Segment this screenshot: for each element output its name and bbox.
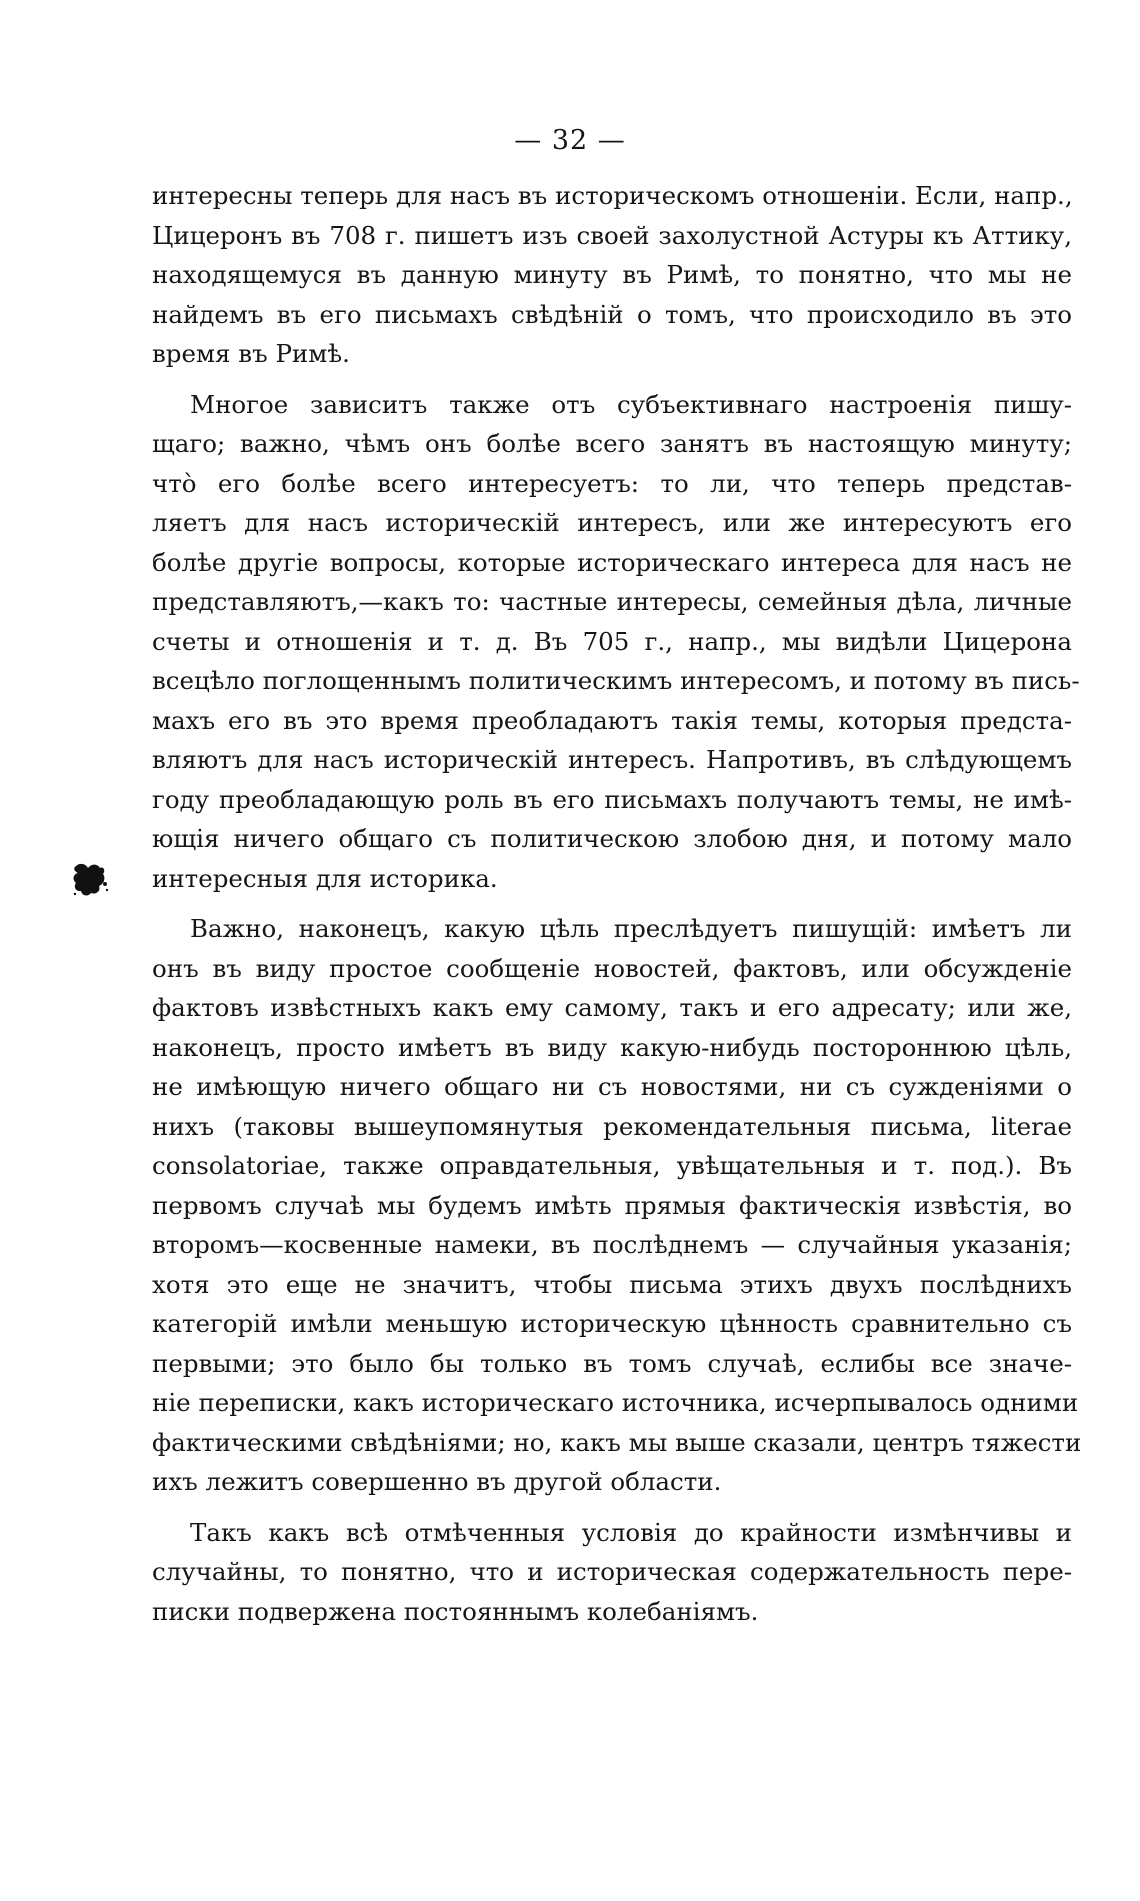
text-line: счеты и отношенія и т. д. Въ 705 г., напр., мы видѣли Цицерона <box>152 626 1072 656</box>
paragraph <box>152 176 1072 374</box>
text-line: году преобладающую роль въ его письмахъ получаютъ темы, не имѣ- <box>152 784 1072 814</box>
text-line: что̀ его болѣе всего интересуетъ: то ли, что теперь представ- <box>152 468 1072 498</box>
text-line: представляютъ,—какъ то: частные интересы, семейныя дѣла, личные <box>152 587 1072 616</box>
text-line: фактическими свѣдѣніями; но, какъ мы выше сказали, центръ тяжести <box>152 1427 1082 1457</box>
text-line: первыми; это было бы только въ томъ случаѣ, еслибы все значе- <box>152 1348 1072 1378</box>
ink-blot-mark <box>70 860 110 900</box>
paragraph <box>152 1513 1072 1632</box>
text-line: ляетъ для насъ историческій интересъ, или же интересуютъ его <box>152 508 1072 537</box>
text-line: вляютъ для насъ историческій интересъ. Напротивъ, въ слѣдующемъ <box>152 745 1072 774</box>
text-line: наконецъ, просто имѣетъ въ виду какую-нибудь постороннюю цѣль, <box>152 1032 1072 1062</box>
text-line: махъ его въ это время преобладаютъ такія темы, которыя предста- <box>152 705 1072 735</box>
text-line: не имѣющую ничего общаго ни съ новостями, ни съ сужденіями о <box>152 1072 1072 1101</box>
text-line: Многое зависитъ также отъ субъективнаго настроенія пишу- <box>190 389 1072 419</box>
text-line: хотя это еще не значитъ, чтобы письма этихъ двухъ послѣднихъ <box>152 1269 1072 1299</box>
text-line: Такъ какъ всѣ отмѣченныя условія до крайности измѣнчивы и <box>190 1517 1072 1547</box>
text-line: Важно, наконецъ, какую цѣль преслѣдуетъ пишущій: имѣетъ ли <box>190 914 1072 943</box>
text-line: время въ Римѣ. <box>152 339 350 368</box>
text-line: нихъ (таковы вышеупомянутыя рекомендательныя письма, literae <box>152 1111 1072 1141</box>
paragraph <box>152 385 1080 899</box>
page-number: — 32 — <box>514 125 626 156</box>
text-line: онъ въ виду простое сообщеніе новостей, фактовъ, или обсужденіе <box>152 953 1072 983</box>
text-line: интересныя для историка. <box>152 863 498 893</box>
text-line: всецѣло поглощеннымъ политическимъ интересомъ, и потому въ пись- <box>152 666 1080 695</box>
text-line: ніе переписки, какъ историческаго источника, исчерпывалось одними <box>152 1388 1079 1417</box>
paragraph <box>152 909 1082 1502</box>
text-line: болѣе другіе вопросы, которые историческаго интереса для насъ не <box>152 547 1072 577</box>
text-line: второмъ—косвенные намеки, въ послѣднемъ — случайныя указанія; <box>152 1230 1072 1259</box>
text-line: интересны теперь для насъ въ историческомъ отношеніи. Если, напр., <box>152 181 1073 210</box>
text-line: Цицеронъ въ 708 г. пишетъ изъ своей захолустной Астуры къ Аттику, <box>152 220 1072 250</box>
text-line: случайны, то понятно, что и историческая содержательность пере- <box>152 1557 1072 1586</box>
text-line: consolatoriae, также оправдательныя, увѣщательныя и т. под.). Въ <box>152 1151 1072 1180</box>
text-line: найдемъ въ его письмахъ свѣдѣній о томъ, что происходило въ это <box>152 299 1072 329</box>
text-line: щаго; важно, чѣмъ онъ болѣе всего занятъ въ настоящую минуту; <box>152 429 1072 458</box>
text-line: ихъ лежитъ совершенно въ другой области. <box>152 1467 722 1496</box>
text-line: первомъ случаѣ мы будемъ имѣть прямыя фактическія извѣстія, во <box>152 1190 1072 1220</box>
text-line: находящемуся въ данную минуту въ Римѣ, то понятно, что мы не <box>152 260 1072 289</box>
text-line: фактовъ извѣстныхъ какъ ему самому, такъ и его адресату; или же, <box>152 993 1072 1022</box>
text-line: ющія ничего общаго съ политическою злобою дня, и потому мало <box>152 824 1072 853</box>
text-line: категорій имѣли меньшую историческую цѣнность сравнительно съ <box>152 1309 1072 1338</box>
text-line: писки подвержена постояннымъ колебаніямъ. <box>152 1596 759 1626</box>
body-text <box>152 176 1082 1631</box>
